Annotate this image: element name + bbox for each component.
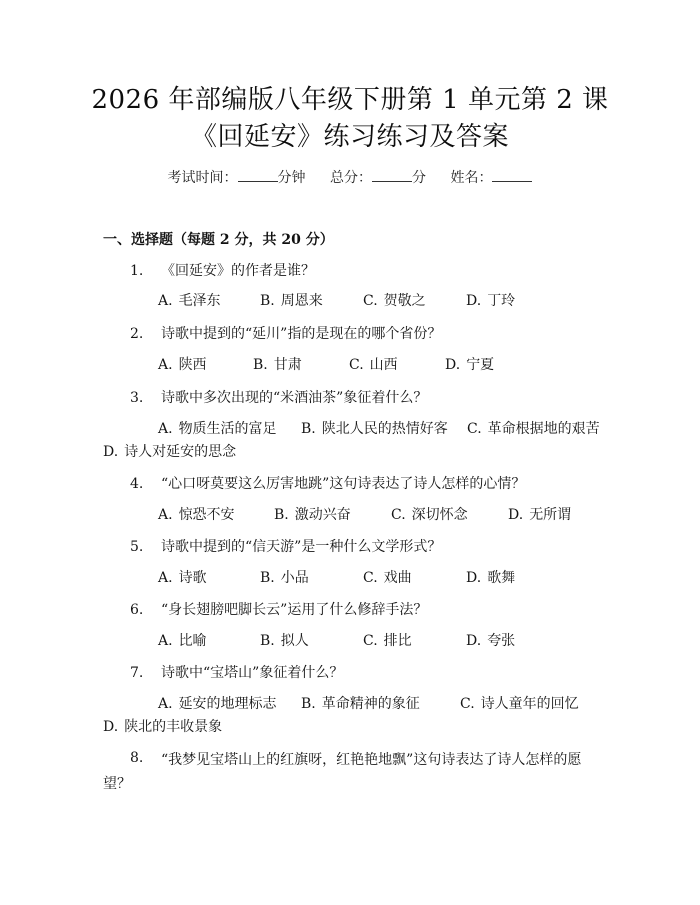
page-title-line-1: 2026 年部编版八年级下册第 1 单元第 2 课	[91, 85, 609, 115]
option-d[interactable]	[508, 505, 571, 525]
option-text: 周恩来	[280, 293, 323, 309]
question-number: 1.	[130, 263, 144, 279]
option-letter: C.	[391, 507, 406, 523]
option-letter: B.	[253, 357, 268, 373]
option-b[interactable]	[301, 694, 420, 714]
option-text: 延安的地理标志	[178, 696, 277, 712]
option-text: 深切怀念	[411, 507, 468, 523]
option-text: 革命精神的象征	[321, 696, 420, 712]
option-b[interactable]	[253, 355, 302, 375]
question-stem: 诗歌中提到的“延川”指的是现在的哪个省份？	[161, 326, 442, 342]
option-letter: A.	[158, 633, 173, 649]
question-stem: “心口呀莫要这么厉害地跳”这句诗表达了诗人怎样的心情？	[161, 476, 526, 492]
option-c[interactable]	[363, 291, 426, 311]
question-number: 5.	[130, 539, 144, 555]
option-letter: D.	[103, 719, 119, 735]
option-a[interactable]	[158, 631, 207, 651]
exam-time-label: 考试时间：	[167, 170, 238, 186]
option-letter: A.	[158, 421, 173, 437]
student-name-label: 姓名：	[450, 170, 493, 186]
option-letter: C.	[460, 696, 475, 712]
question-stem: 诗歌中多次出现的“米酒油茶”象征着什么？	[161, 390, 428, 406]
exam-meta-row	[0, 168, 700, 188]
option-d[interactable]	[103, 442, 236, 462]
option-letter: A.	[158, 293, 173, 309]
option-text: 山西	[369, 357, 398, 373]
question-stem: 诗歌中提到的“信天游”是一种什么文学形式？	[161, 539, 442, 555]
total-score-unit: 分	[412, 170, 426, 186]
option-text: 革命根据地的艰苦	[487, 421, 600, 437]
option-text: 甘肃	[273, 357, 302, 373]
question-number: 7.	[130, 665, 144, 681]
student-name-blank[interactable]	[492, 168, 532, 182]
option-letter: C.	[349, 357, 364, 373]
option-d[interactable]	[466, 568, 515, 588]
option-letter: A.	[158, 696, 173, 712]
total-score-blank[interactable]	[372, 168, 412, 182]
option-text: 诗歌	[178, 570, 207, 586]
option-letter: A.	[158, 357, 173, 373]
question-stem: “我梦见宝塔山上的红旗呀，红艳艳地飘”这句诗表达了诗人怎样的愿望？	[103, 752, 582, 792]
option-c[interactable]	[460, 694, 579, 714]
option-text: 诗人童年的回忆	[480, 696, 579, 712]
option-a[interactable]	[158, 505, 235, 525]
option-a[interactable]	[158, 419, 277, 439]
option-b[interactable]	[301, 419, 448, 439]
option-text: 戏曲	[383, 570, 412, 586]
option-text: 比喻	[178, 633, 207, 649]
option-letter: B.	[260, 633, 275, 649]
option-d[interactable]	[466, 291, 515, 311]
option-letter: A.	[158, 507, 173, 523]
question-stem: 《回延安》的作者是谁？	[161, 263, 315, 279]
option-letter: C.	[467, 421, 482, 437]
question-stem: 诗歌中“宝塔山”象征着什么？	[161, 665, 344, 681]
option-letter: D.	[466, 293, 482, 309]
option-d[interactable]	[466, 631, 515, 651]
option-text: 陕北的丰收景象	[124, 719, 223, 735]
option-letter: D.	[103, 444, 119, 460]
question-number: 8.	[130, 750, 144, 766]
option-text: 激动兴奋	[294, 507, 351, 523]
option-text: 惊恐不安	[178, 507, 235, 523]
option-b[interactable]	[274, 505, 351, 525]
page-title-line-2: 《回延安》练习练习及答案	[190, 122, 509, 152]
option-text: 陕西	[178, 357, 207, 373]
option-text: 排比	[383, 633, 412, 649]
question-number: 6.	[130, 602, 144, 618]
option-letter: D.	[466, 633, 482, 649]
option-letter: B.	[260, 293, 275, 309]
question-number: 3.	[130, 390, 144, 406]
option-text: 小品	[280, 570, 309, 586]
option-c[interactable]	[363, 631, 412, 651]
option-letter: C.	[363, 633, 378, 649]
option-letter: A.	[158, 570, 173, 586]
option-a[interactable]	[158, 568, 207, 588]
option-c[interactable]	[391, 505, 468, 525]
option-text: 丁玲	[487, 293, 516, 309]
option-text: 夸张	[487, 633, 516, 649]
question-number: 4.	[130, 476, 144, 492]
question-number: 2.	[130, 326, 144, 342]
total-score-field	[330, 168, 426, 188]
option-letter: B.	[274, 507, 289, 523]
option-d[interactable]	[103, 717, 222, 737]
option-a[interactable]	[158, 355, 207, 375]
exam-time-blank[interactable]	[238, 168, 278, 182]
option-c[interactable]	[349, 355, 398, 375]
total-score-label: 总分：	[330, 170, 372, 186]
student-name-field	[450, 168, 532, 188]
option-text: 贺敬之	[383, 293, 426, 309]
option-letter: C.	[363, 293, 378, 309]
option-letter: B.	[301, 421, 316, 437]
option-b[interactable]	[260, 631, 309, 651]
option-d[interactable]	[445, 355, 494, 375]
option-a[interactable]	[158, 694, 277, 714]
option-letter: D.	[466, 570, 482, 586]
option-text: 宁夏	[466, 357, 495, 373]
option-letter: B.	[260, 570, 275, 586]
option-letter: B.	[301, 696, 316, 712]
option-b[interactable]	[260, 568, 309, 588]
option-c[interactable]	[467, 419, 600, 439]
exam-time-unit: 分钟	[277, 170, 306, 186]
option-text: 拟人	[280, 633, 309, 649]
option-text: 无所谓	[529, 507, 572, 523]
question-stem: “身长翅膀吧脚长云”运用了什么修辞手法？	[161, 602, 428, 618]
section-heading: 一、选择题（每题 2 分，共 20 分）	[103, 232, 334, 248]
option-b[interactable]	[260, 291, 323, 311]
option-text: 毛泽东	[178, 293, 221, 309]
option-text: 物质生活的富足	[178, 421, 277, 437]
option-letter: D.	[445, 357, 461, 373]
exam-time-field	[168, 168, 306, 188]
option-text: 歌舞	[487, 570, 516, 586]
option-c[interactable]	[363, 568, 412, 588]
option-letter: C.	[363, 570, 378, 586]
option-text: 陕北人民的热情好客	[321, 421, 448, 437]
option-letter: D.	[508, 507, 524, 523]
option-a[interactable]	[158, 291, 221, 311]
option-text: 诗人对延安的思念	[124, 444, 237, 460]
